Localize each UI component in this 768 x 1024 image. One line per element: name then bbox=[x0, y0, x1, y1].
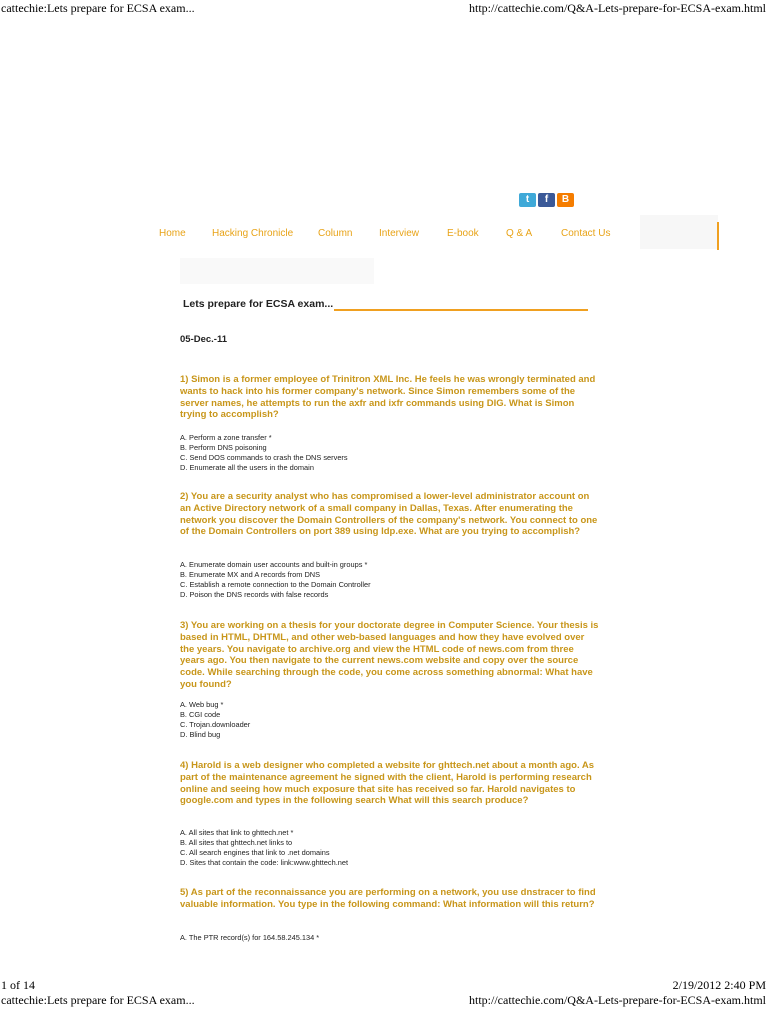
nav-item-interview[interactable]: Interview bbox=[379, 228, 420, 239]
option: C. Establish a remote connection to the Domain Controller bbox=[180, 580, 371, 590]
question-1-options bbox=[180, 433, 348, 473]
option: B. Enumerate MX and A records from DNS bbox=[180, 570, 321, 580]
social-links bbox=[519, 193, 574, 207]
question-4-options bbox=[180, 828, 348, 868]
option: B. All sites that ghttech.net links to bbox=[180, 838, 293, 848]
post-date: 05-Dec.-11 bbox=[180, 334, 228, 345]
main-nav bbox=[0, 228, 768, 240]
option: D. Sites that contain the code: link:www.ghttech.net bbox=[180, 858, 349, 868]
question-2-options bbox=[180, 560, 371, 600]
option: A. Enumerate domain user accounts and built-in groups * bbox=[180, 560, 368, 569]
option: D. Poison the DNS records with false records bbox=[180, 590, 329, 600]
question-3: 3) You are working on a thesis for your doctorate degree in Computer Science. Your thesis is based in HTML, DHTML, and other web-based languages and how they have evolved over the years. You navigate to archive.org and view the HTML code of news.com from three years ago. You then navigate to the current news.com website and copy over the source code. While searching through the code, you come across something abnormal: What have you found? bbox=[180, 620, 599, 690]
print-header-title: cattechie:Lets prepare for ECSA exam... bbox=[1, 1, 195, 15]
option: C. Send DOS commands to crash the DNS servers bbox=[180, 453, 348, 463]
option: A. The PTR record(s) for 164.58.245.134 * bbox=[180, 933, 320, 942]
blogger-icon[interactable]: B bbox=[557, 193, 574, 207]
nav-item-ebook[interactable]: E-book bbox=[447, 228, 479, 239]
nav-item-column[interactable]: Column bbox=[318, 228, 353, 239]
next-page-header-url[interactable]: http://cattechie.com/Q&A-Lets-prepare-for-ECSA-exam.html bbox=[469, 993, 766, 1007]
print-header-url[interactable]: http://cattechie.com/Q&A-Lets-prepare-for-ECSA-exam.html bbox=[469, 1, 766, 15]
sub-banner bbox=[180, 258, 374, 284]
question-3-options bbox=[180, 700, 250, 740]
nav-item-qa[interactable]: Q & A bbox=[506, 228, 533, 239]
option: A. All sites that link to ghttech.net * bbox=[180, 828, 294, 837]
nav-item-contact-us[interactable]: Contact Us bbox=[561, 228, 611, 239]
option: C. Trojan.downloader bbox=[180, 720, 251, 730]
option: D. Enumerate all the users in the domain bbox=[180, 463, 314, 473]
twitter-icon[interactable]: t bbox=[519, 193, 536, 207]
option: C. All search engines that link to .net domains bbox=[180, 848, 330, 858]
nav-item-home[interactable]: Home bbox=[159, 228, 186, 239]
option: D. Blind bug bbox=[180, 730, 221, 740]
option: B. Perform DNS poisoning bbox=[180, 443, 267, 453]
question-4: 4) Harold is a web designer who completed a website for ghttech.net about a month ago. As part of the maintenance agreement he signed with the client, Harold is performing research online and seeing how much exposure that site has received so far. Harold navigates to google.com and types in the following search What will this search produce? bbox=[180, 760, 595, 807]
page-title: Lets prepare for ECSA exam... bbox=[183, 298, 334, 310]
question-2: 2) You are a security analyst who has compromised a lower-level administrator account on an Active Directory network of a small company in Dallas, Texas. After enumerating the network you discover the Domain Controllers of the company's network. You connect to one of the Domain Controllers on port 389 using ldp.exe. What are you trying to accomplish? bbox=[180, 491, 598, 538]
print-datetime: 2/19/2012 2:40 PM bbox=[672, 978, 766, 992]
next-page-header-title: cattechie:Lets prepare for ECSA exam... bbox=[1, 993, 195, 1007]
facebook-icon[interactable]: f bbox=[538, 193, 555, 207]
option: B. CGI code bbox=[180, 710, 221, 720]
option: A. Web bug * bbox=[180, 700, 224, 709]
title-underline bbox=[334, 309, 588, 311]
nav-item-hacking-chronicle[interactable]: Hacking Chronicle bbox=[212, 228, 294, 239]
question-1: 1) Simon is a former employee of Trinitron XML Inc. He feels he was wrongly terminated and wants to hack into his former company's network. Since Simon remembers some of the server names, he attempts to run the axfr and ixfr commands using DIG. What is Simon trying to accomplish? bbox=[180, 374, 596, 421]
question-5-options bbox=[180, 933, 319, 943]
option: A. Perform a zone transfer * bbox=[180, 433, 272, 442]
question-5: 5) As part of the reconnaissance you are performing on a network, you use dnstracer to find valuable information. You type in the following command: What information will this return? bbox=[180, 887, 596, 910]
page-counter: 1 of 14 bbox=[1, 978, 35, 992]
